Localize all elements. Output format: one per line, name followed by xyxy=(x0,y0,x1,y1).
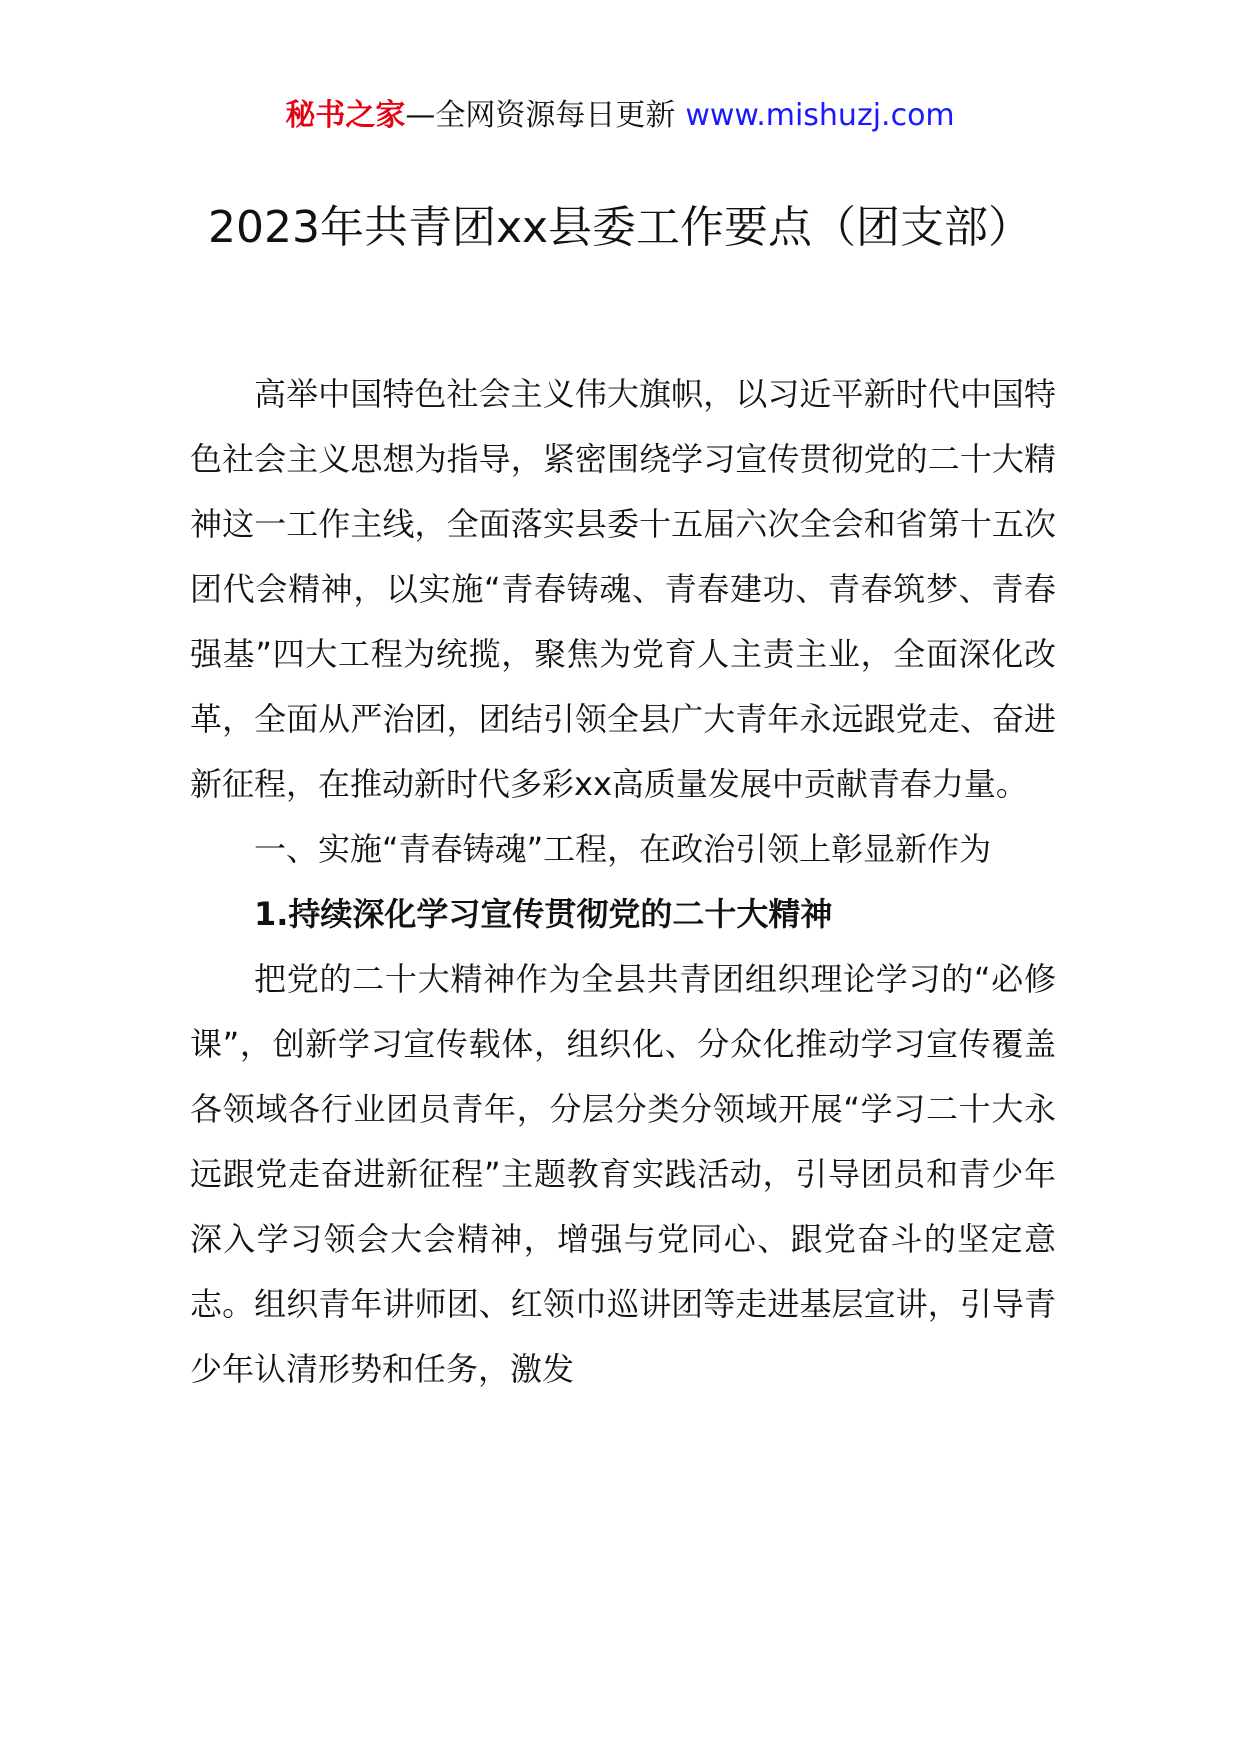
site-url[interactable]: www.mishuzj.com xyxy=(685,98,955,133)
document-body xyxy=(190,362,1056,1402)
banner-slogan: —全网资源每日更新 xyxy=(405,98,676,133)
brand-name: 秘书之家 xyxy=(285,98,406,133)
document-title: 2023年共青团xx县委工作要点（团支部） xyxy=(207,202,1033,253)
body-paragraph: 把党的二十大精神作为全县共青团组织理论学习的“必修课”，创新学习宣传载体，组织化、分众化推动学习宣传覆盖各领域各行业团员青年，分层分类分领域开展“学习二十大永远跟党走奋进新征程”主题教育实践活动，引导团员和青少年深入学习领会大会精神，增强与党同心、跟党奋斗的坚定意志。组织青年讲师团、红领巾巡讲团等走进基层宣讲，引导青少年认清形势和任务，激发 xyxy=(190,960,1056,1388)
section-heading: 一、实施“青春铸魂”工程，在政治引领上彰显新作为 xyxy=(254,830,992,868)
subsection-heading: 1.持续深化学习宣传贯彻党的二十大精神 xyxy=(254,895,833,933)
intro-paragraph: 高举中国特色社会主义伟大旗帜，以习近平新时代中国特色社会主义思想为指导，紧密围绕学习宣传贯彻党的二十大精神这一工作主线，全面落实县委十五届六次全会和省第十五次团代会精神，以实施“青春铸魂、青春建功、青春筑梦、青春强基”四大工程为统揽，聚焦为党育人主责主业，全面深化改革，全面从严治团，团结引领全县广大青年永远跟党走、奋进新征程，在推动新时代多彩xx高质量发展中贡献青春力量。 xyxy=(190,375,1056,803)
site-banner xyxy=(0,96,1240,136)
